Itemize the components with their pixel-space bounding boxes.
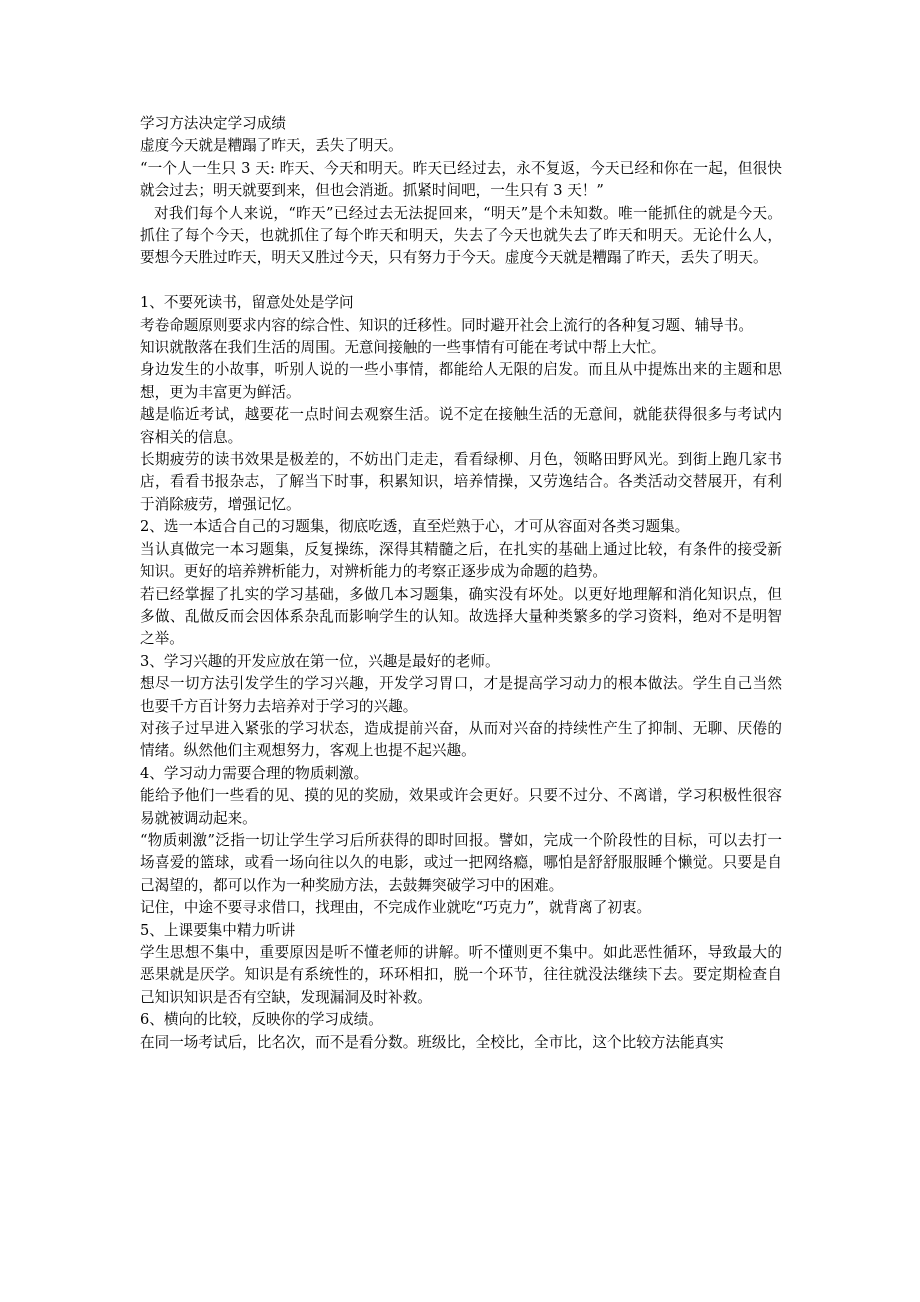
paragraph: 在同一场考试后，比名次，而不是看分数。班级比，全校比，全市比，这个比较方法能真实 (140, 1033, 724, 1051)
paragraph: “一个人一生只 3 天: 昨天、今天和明天。昨天已经过去，永不复返，今天已经和你在一起，但很快就会过去；明天就要到来，但也会消逝。抓紧时间吧，一生只有 3 天！” (140, 159, 782, 200)
paragraph: 想尽一切方法引发学生的学习兴趣，开发学习胃口，才是提高学习动力的根本做法。学生自己当然也要千方百计努力去培养对于学习的兴趣。 (140, 675, 782, 715)
paragraph: 对孩子过早进入紧张的学习状态，造成提前兴奋，从而对兴奋的持续性产生了抑制、无聊、厌倦的情绪。纵然他们主观想努力，客观上也提不起兴趣。 (140, 719, 782, 760)
paragraph: 对我们每个人来说，“昨天”已经过去无法捉回来，“明天”是个未知数。唯一能抓住的就是今天。抓住了每个今天，也就抓住了每个昨天和明天，失去了今天也就失去了昨天和明天。无论什么人，要想今天胜过昨天，明天又胜过今天，只有努力于今天。虚度今天就是糟蹋了昨天，丢失了明天。 (140, 204, 782, 267)
document-body (140, 113, 782, 1054)
section-heading-2: 2、选一本适合自己的习题集，彻底吃透，直至烂熟于心，才可从容面对各类习题集。 (140, 518, 690, 536)
document-title: 学习方法决定学习成绩 (140, 115, 286, 132)
section-heading-4: 4、学习动力需要合理的物质刺激。 (140, 764, 369, 782)
paragraph: 长期疲劳的读书效果是极差的，不妨出门走走，看看绿柳、月色，领略田野风光。到街上跑几家书店，看看书报杂志，了解当下时事，积累知识，培养情操，又劳逸结合。各类活动交替展开，有利于消除疲劳，增强记忆。 (140, 451, 782, 513)
paragraph: 考卷命题原则要求内容的综合性、知识的迁移性。同时避开社会上流行的各种复习题、辅导书。 (140, 316, 753, 334)
blank-line (140, 270, 782, 292)
section-heading-6: 6、横向的比较，反映你的学习成绩。 (140, 1011, 383, 1029)
paragraph: 当认真做完一本习题集，反复操练，深得其精髓之后，在扎实的基础上通过比较，有条件的接受新知识。更好的培养辨析能力，对辨析能力的考察正逐步成为命题的趋势。 (140, 540, 782, 581)
paragraph: 记住，中途不要寻求借口，找理由，不完成作业就吃“巧克力”，就背离了初衷。 (140, 899, 652, 917)
paragraph: “物质刺激”泛指一切让学生学习后所获得的即时回报。譬如，完成一个阶段性的目标，可以去打一场喜爱的篮球，或看一场向往以久的电影，或过一把网络瘾，哪怕是舒舒服服睡个懒觉。只要是自己渴望的，都可以作为一种奖励方法，去鼓舞突破学习中的困难。 (140, 831, 782, 894)
paragraph: 身边发生的小故事，听别人说的一些小事情，都能给人无限的启发。而且从中提炼出来的主题和思想，更为丰富更为鲜活。 (140, 361, 782, 401)
paragraph: 能给予他们一些看的见、摸的见的奖励，效果或许会更好。只要不过分、不离谱，学习积极性很容易就被调动起来。 (140, 787, 782, 827)
section-heading-3: 3、学习兴趣的开发应放在第一位，兴趣是最好的老师。 (140, 652, 500, 670)
paragraph: 越是临近考试，越要花一点时间去观察生活。说不定在接触生活的无意间，就能获得很多与考试内容相关的信息。 (140, 406, 782, 446)
paragraph: 若已经掌握了扎实的学习基础，多做几本习题集，确实没有坏处。以更好地理解和消化知识点，但多做、乱做反而会因体系杂乱而影响学生的认知。故选择大量种类繁多的学习资料，绝对不是明智之举。 (140, 585, 782, 648)
section-heading-5: 5、上课要集中精力听讲 (140, 921, 296, 939)
paragraph: 知识就散落在我们生活的周围。无意间接触的一些事情有可能在考试中帮上大忙。 (140, 339, 666, 357)
paragraph: 虚度今天就是糟蹋了昨天，丢失了明天。 (140, 137, 403, 155)
section-heading-1: 1、不要死读书，留意处处是学问 (140, 294, 354, 312)
paragraph: 学生思想不集中，重要原因是听不懂老师的讲解。听不懂则更不集中。如此恶性循环，导致最大的恶果就是厌学。知识是有系统性的，环环相扣，脱一个环节，往往就没法继续下去。要定期检查自己知识知识是否有空缺，发现漏洞及时补救。 (140, 944, 782, 1006)
